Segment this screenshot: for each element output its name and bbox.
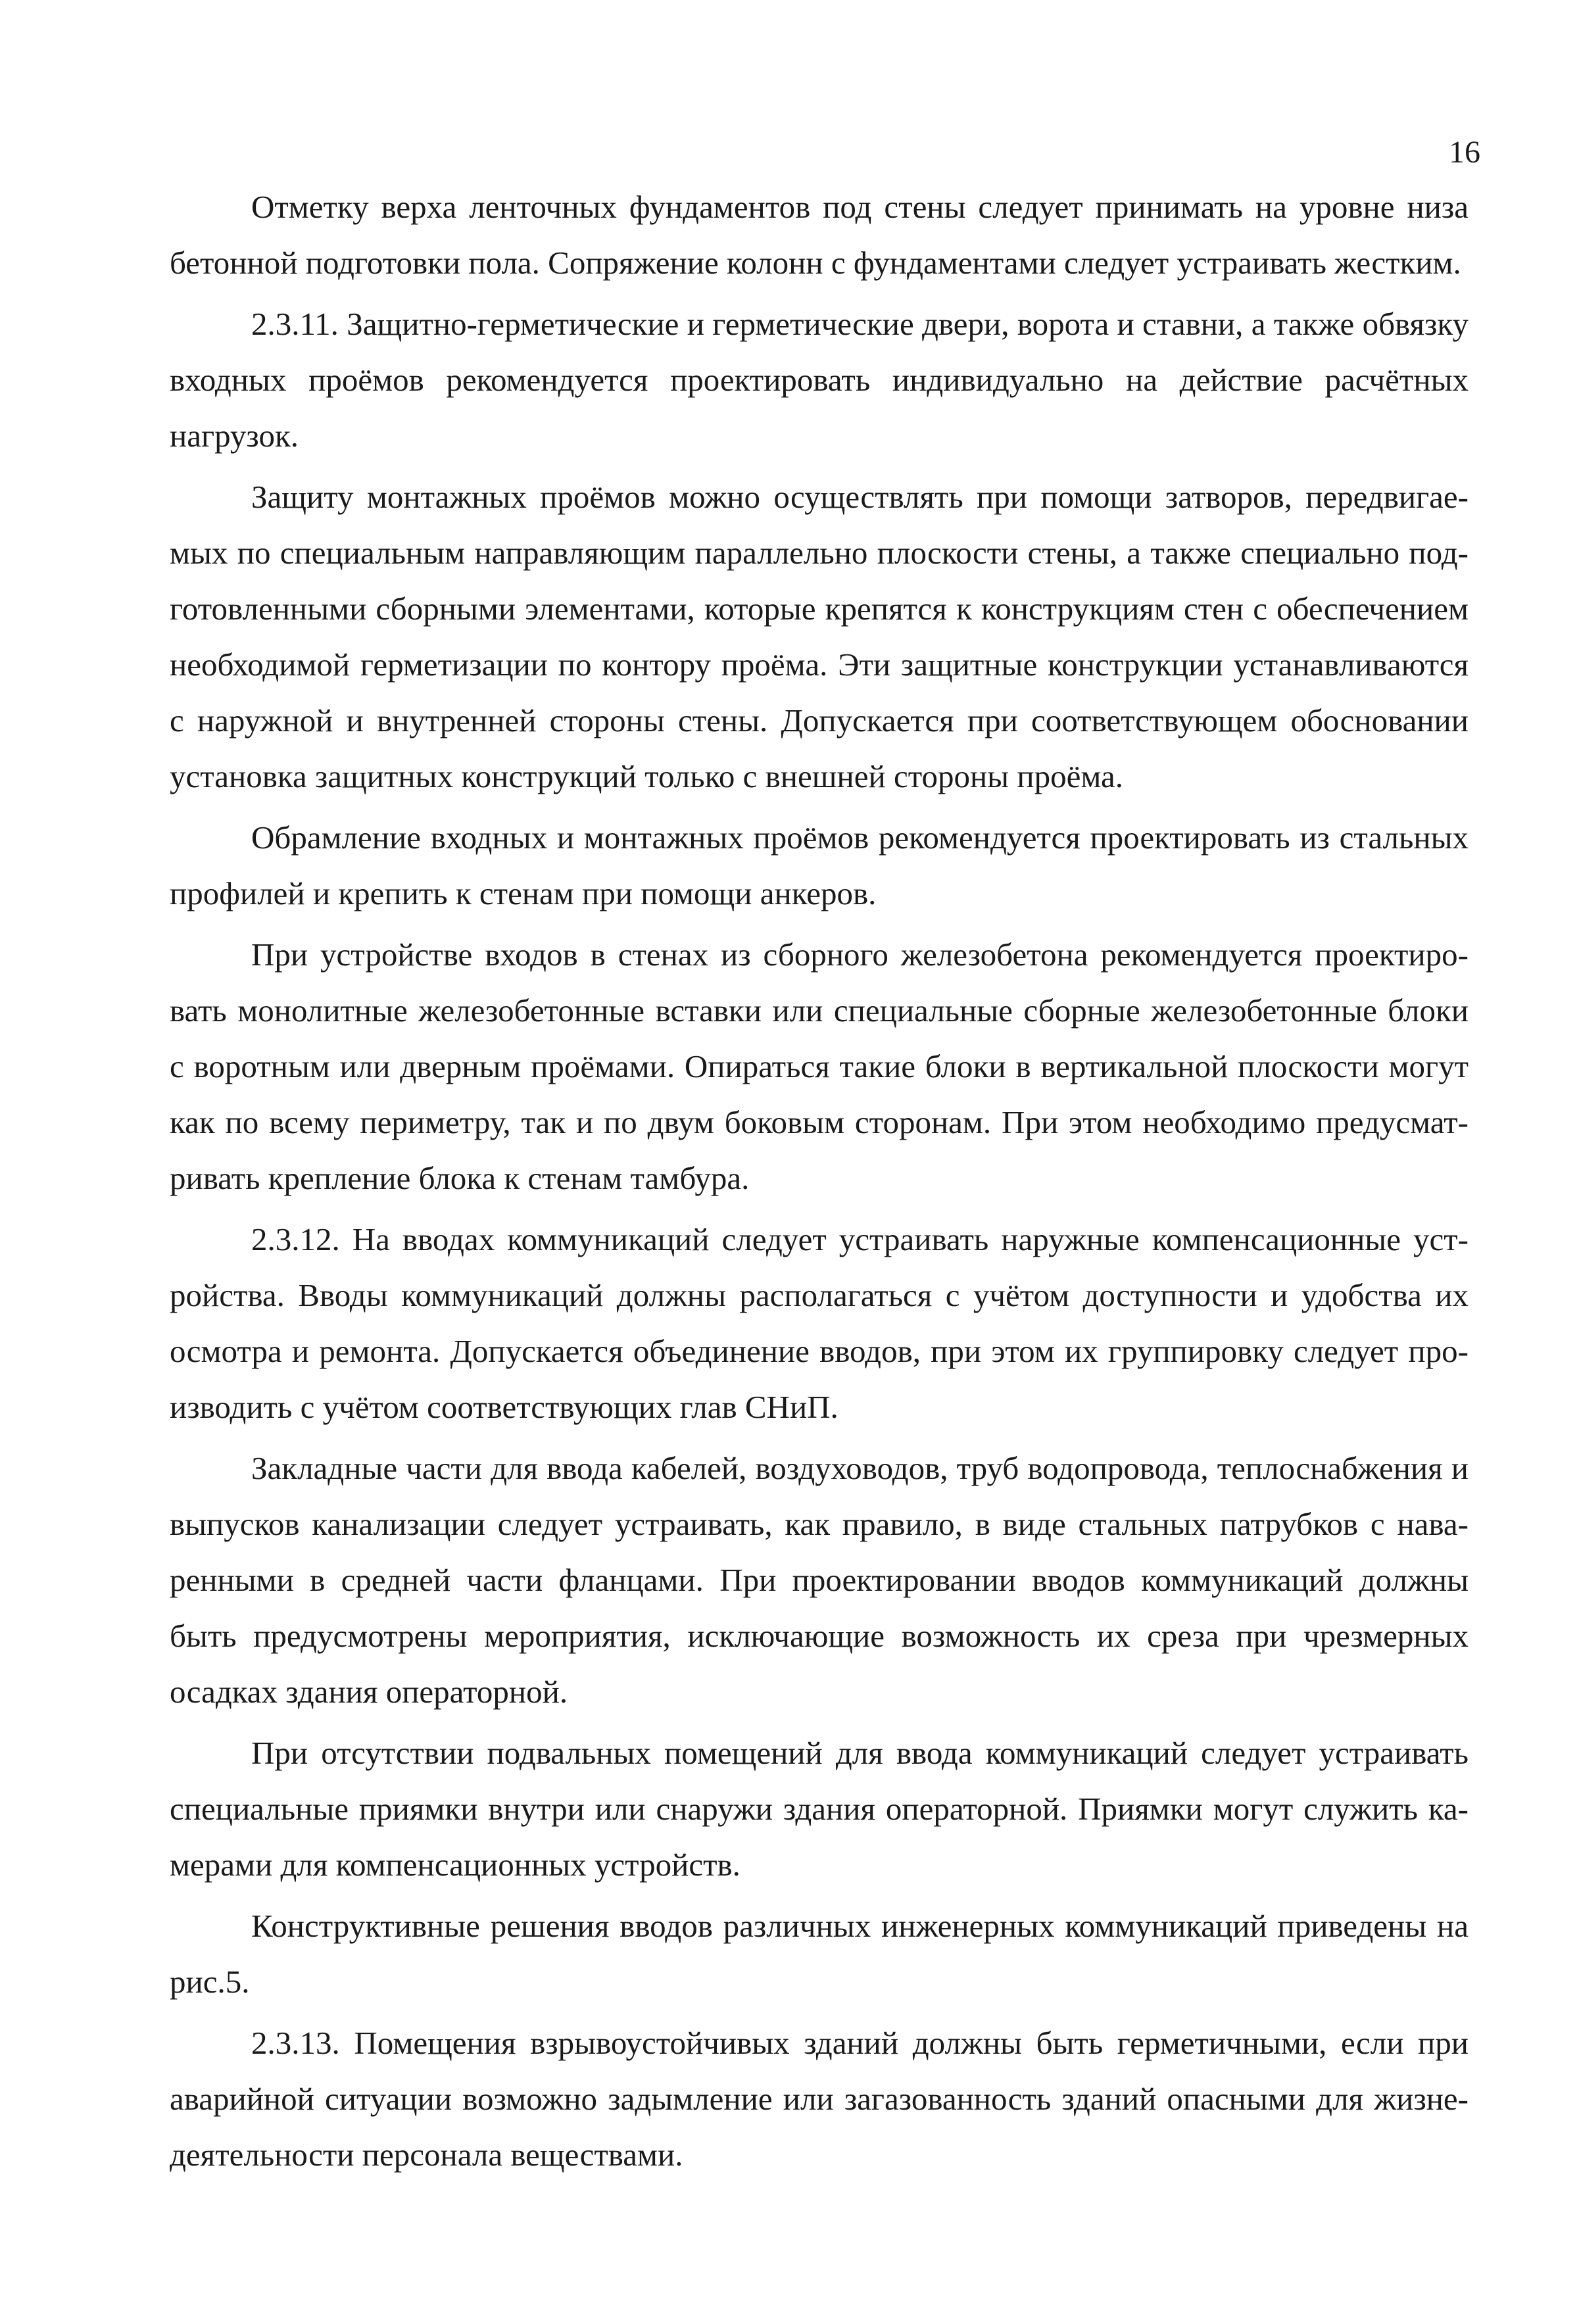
paragraph-2-3-13-airtight-rooms: 2.3.13. Помещения взрывоустойчивых зданий должны быть герметичными, если при аварийной ситуации возможно задымление или загазованность зданий опасными для жизнедеятельности персонала веществами. [170,2025,1469,2173]
paragraph-mounting-openings: Защиту монтажных проёмов можно осуществлять при помощи затворов, передвигаемых по специальным направляющим параллельно плоскости стены, а также специально подготовленными сборными элементами, которые крепятся к конструкциям стен с обеспечением необходимой герметизации по контору проёма. Эти защитные конструкции устанавливаются с наружной и внутренней стороны стены. Допускается при соответствующем обосновании установка защитных конструкций только с внешней стороны проёма. [170,479,1469,794]
paragraph-opening-framing: Обрамление входных и монтажных проёмов рекомендуется проектировать из стальных профилей и крепить к стенам при помощи анкеров. [170,819,1469,911]
page-number: 16 [1449,135,1480,170]
paragraph-embedded-parts: Закладные части для ввода кабелей, воздуховодов, труб водопровода, теплоснабжения и выпусков канализации следует устраивать, как правило, в виде стальных патрубков с наваренными в средней части фланцами. При проектировании вводов коммуникаций должны быть предусмотрены мероприятия, исключающие возможность их среза при чрезмерных осадках здания операторной. [170,1450,1469,1710]
paragraph-pits: При отсутствии подвальных помещений для ввода коммуникаций следует устраивать специальные приямки внутри или снаружи здания операторной. Приямки могут служить камерами для компенсационных устройств. [170,1735,1469,1883]
paragraph-foundation-elevation: Отметку верха ленточных фундаментов под стены следует принимать на уровне низа бетонной подготовки пола. Сопряжение колонн с фундаментами следует устраивать жестким. [170,189,1469,281]
paragraph-2-3-12-utility-inputs: 2.3.12. На вводах коммуникаций следует устраивать наружные компенсационные устройства. Вводы коммуникаций должны располагаться с учётом доступности и удобства их осмотра и ремонта. Допускается объединение вводов, при этом их группировку следует производить с учётом соответствующих глав СНиП. [170,1221,1469,1425]
paragraph-precast-entrances: При устройстве входов в стенах из сборного железобетона рекомендуется проектировать монолитные железобетонные вставки или специальные сборные железобетонные блоки с воротным или дверным проёмами. Опираться такие блоки в вертикальной плоскости могут как по всему периметру, так и по двум боковым сторонам. При этом необходимо предусматривать крепление блока к стенам тамбура. [170,936,1469,1196]
document-body [170,179,1469,2188]
paragraph-2-3-11-doors: 2.3.11. Защитно-герметические и герметические двери, ворота и ставни, а также обвязку входных проёмов рекомендуется проектировать индивидуально на действие расчётных нагрузок. [170,306,1469,454]
paragraph-figure-reference: Конструктивные решения вводов различных инженерных коммуникаций приведены на рис.5. [170,1908,1469,2000]
